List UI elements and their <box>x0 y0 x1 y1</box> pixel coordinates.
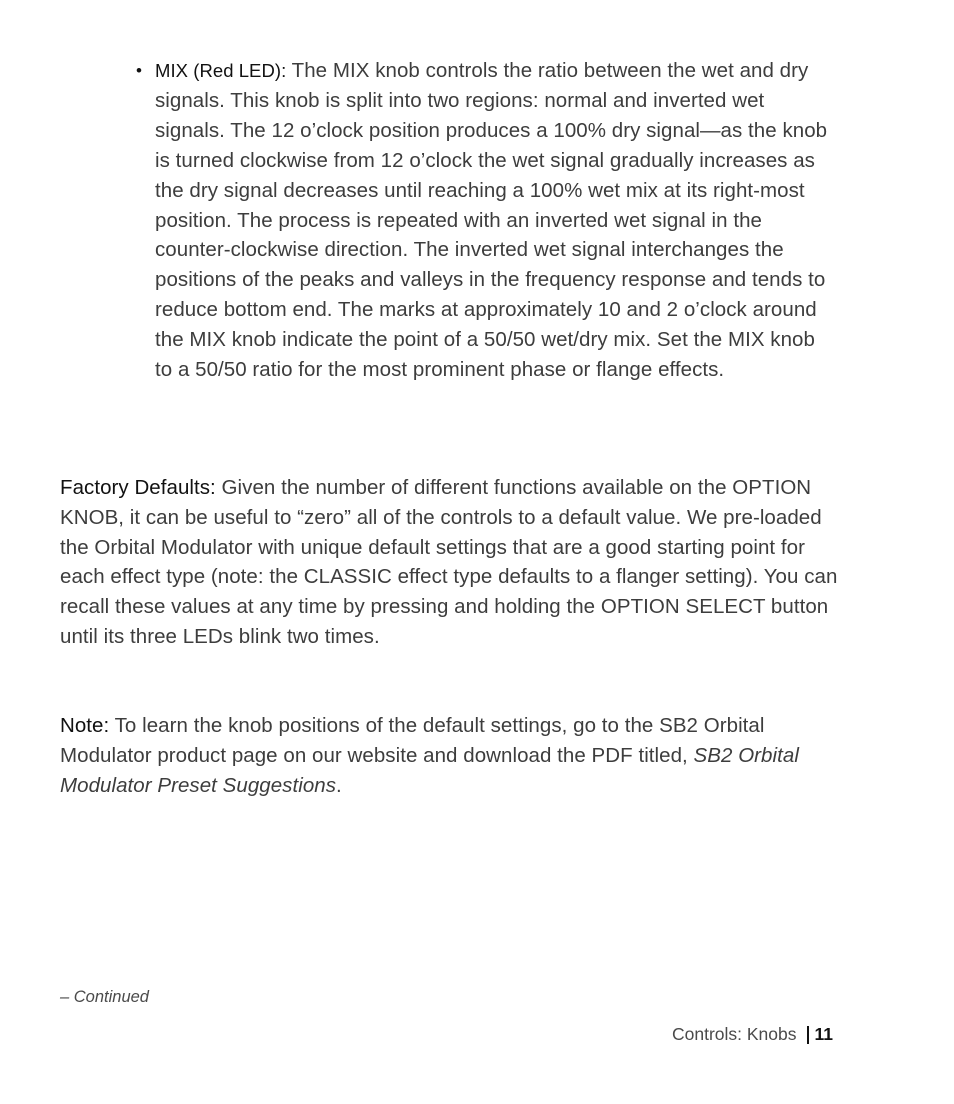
note-text-end: . <box>336 773 342 797</box>
page-number: 11 <box>814 1024 833 1044</box>
preset-suggestions-title: SB2 Orbital Modulator Preset Suggestions <box>60 743 799 797</box>
mix-bullet-item <box>136 56 836 385</box>
mix-description <box>155 56 836 385</box>
mix-label: MIX (Red LED): <box>155 60 287 81</box>
factory-defaults-text: Given the number of different functions available on the OPTION KNOB, it can be useful to “zero” all of the controls to a default value. We pre-loaded the Orbital Modulator with unique default settings that are a good starting point for each effect type (note: the CLASSIC effect type defaults to a flanger setting). You can recall these values at any time by pressing and holding the OPTION SELECT button until its three LEDs blink two times. <box>60 476 838 648</box>
note-label: Note: <box>60 714 110 737</box>
footer-divider <box>807 1026 809 1044</box>
page-footer <box>672 1024 833 1045</box>
mix-text: The MIX knob controls the ratio between the wet and dry signals. This knob is split into two regions: normal and inverted wet signals. The 12 o’clock position produces a 100% dry signal—as the knob is turned clockwise from 12 o’clock the wet signal gradually increases as the dry signal decreases until reaching a 100% wet mix at its right-most position. The process is repeated with an inverted wet signal in the counter-clockwise direction. The inverted wet signal interchanges the positions of the peaks and valleys in the frequency response and tends to reduce bottom end. The marks at approximately 10 and 2 o’clock around the MIX knob indicate the point of a 50/50 wet/dry mix. Set the MIX knob to a 50/50 ratio for the most prominent phase or flange effects. <box>155 59 828 382</box>
footer-section-title: Controls: Knobs <box>671 1024 797 1044</box>
bullet-marker: • <box>136 61 142 80</box>
note-text: To learn the knob positions of the default settings, go to the SB2 Orbital Modulator product page on our website and download the PDF titled, <box>60 714 765 767</box>
factory-defaults-label: Factory Defaults: <box>60 476 216 499</box>
factory-defaults-paragraph <box>60 473 840 652</box>
note-paragraph <box>60 711 840 800</box>
continued-label: – Continued <box>60 988 149 1006</box>
